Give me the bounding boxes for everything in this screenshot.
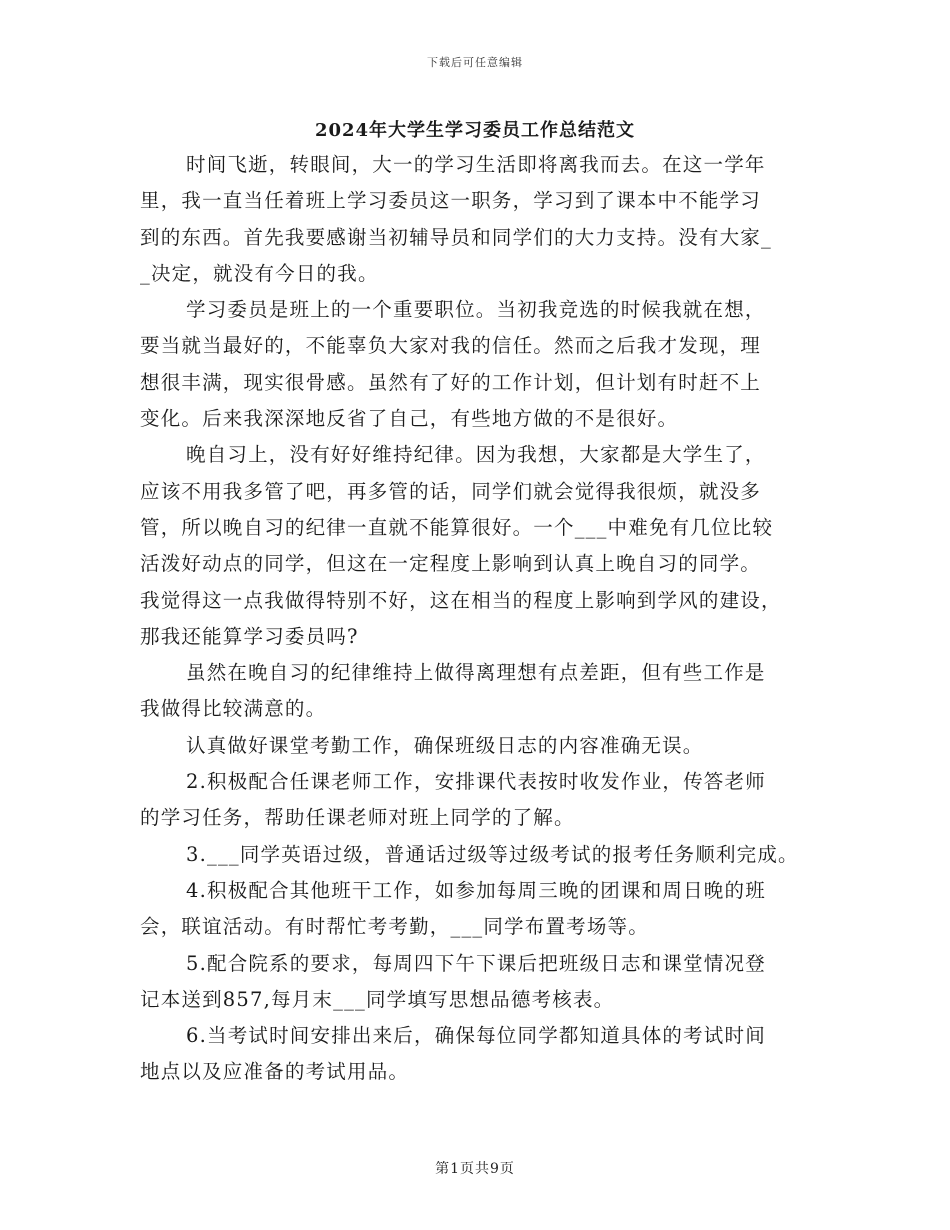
text-line: 应该不用我多管了吧，再多管的话，同学们就会觉得我很烦，就没多 — [140, 479, 762, 503]
text-line: 6.当考试时间安排出来后，确保每位同学都知道具体的考试时间 — [186, 1024, 766, 1048]
text-line: 要当就当最好的，不能辜负大家对我的信任。然而之后我才发现，理 — [140, 334, 762, 358]
text-line: 我做得比较满意的。 — [140, 697, 327, 721]
text-line: 会，联谊活动。有时帮忙考考勤，___同学布置考场等。 — [140, 915, 649, 939]
text-line: 认真做好课堂考勤工作，确保班级日志的内容准确无误。 — [186, 733, 704, 757]
text-line: 地点以及应准备的考试用品。 — [140, 1060, 410, 1084]
text-line: 变化。后来我深深地反省了自己，有些地方做的不是很好。 — [140, 407, 679, 431]
text-line: 时间飞逝，转眼间，大一的学习生活即将离我而去。在这一学年 — [186, 153, 766, 176]
text-line: 2.积极配合任课老师工作，安排课代表按时收发作业，传答老师 — [186, 770, 766, 794]
text-line: _决定，就没有今日的我。 — [140, 261, 379, 285]
text-line: 里，我一直当任着班上学习委员这一职务，学习到了课本中不能学习 — [140, 189, 762, 213]
text-line: 我觉得这一点我做得特别不好，这在相当的程度上影响到学风的建设， — [140, 588, 782, 612]
text-line: 记本送到857,每月末___同学填写思想品德考核表。 — [140, 987, 615, 1011]
page-footer: 第1页共9页 — [435, 1161, 515, 1177]
text-line: 活泼好动点的同学，但这在一定程度上影响到认真上晚自习的同学。 — [140, 552, 762, 576]
document-body — [140, 147, 830, 1091]
text-line: 那我还能算学习委员吗? — [140, 624, 359, 648]
document-title: 2024年大学生学习委员工作总结范文 — [314, 120, 636, 141]
page-header: 下载后可任意编辑 — [427, 56, 523, 69]
text-line: 到的东西。首先我要感谢当初辅导员和同学们的大力支持。没有大家_ — [140, 225, 772, 249]
text-line: 晚自习上，没有好好维持纪律。因为我想，大家都是大学生了， — [186, 443, 766, 467]
text-line: 虽然在晚自习的纪律维持上做得离理想有点差距，但有些工作是 — [186, 661, 766, 685]
text-line: 学习委员是班上的一个重要职位。当初我竞选的时候我就在想， — [186, 298, 766, 322]
text-line: 4.积极配合其他班干工作，如参加每周三晚的团课和周日晚的班 — [186, 878, 766, 902]
text-line: 3.___同学英语过级，普通话过级等过级考试的报考任务顺利完成。 — [186, 842, 799, 866]
text-line: 的学习任务，帮助任课老师对班上同学的了解。 — [140, 806, 575, 830]
text-line: 5.配合院系的要求，每周四下午下课后把班级日志和课堂情况登 — [186, 951, 766, 975]
text-line: 想很丰满，现实很骨感。虽然有了好的工作计划，但计划有时赶不上 — [140, 370, 762, 394]
text-line: 管，所以晚自习的纪律一直就不能算很好。一个___中难免有几位比较 — [140, 515, 774, 539]
